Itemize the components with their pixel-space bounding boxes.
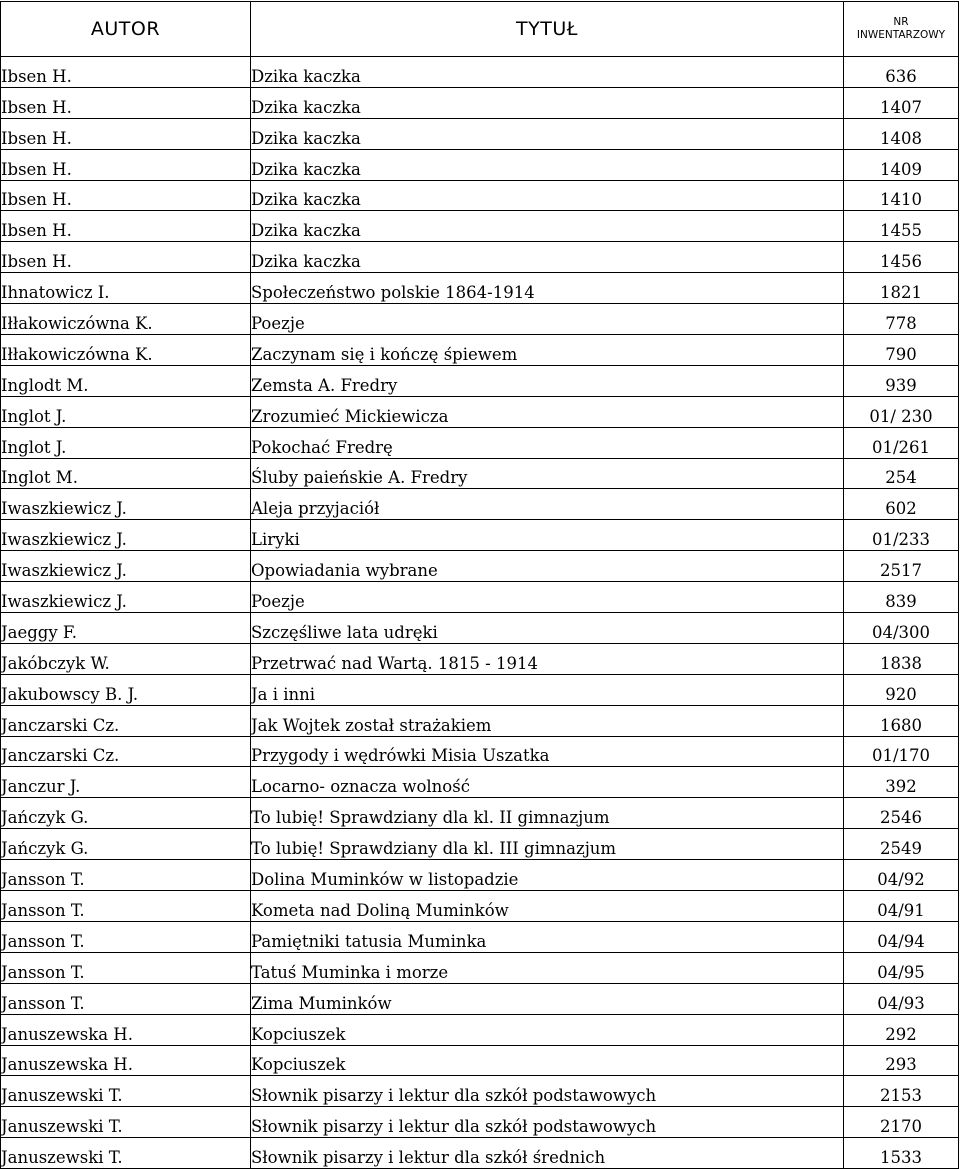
author-cell: Jakubowscy B. J. <box>1 674 251 705</box>
inventory-number-cell: 839 <box>844 582 959 613</box>
table-row <box>1 211 959 242</box>
title-cell: Pokochać Fredrę <box>251 427 844 458</box>
table-row <box>1 860 959 891</box>
inventory-number-cell: 292 <box>844 1014 959 1045</box>
inventory-number-cell: 636 <box>844 57 959 88</box>
title-cell: Społeczeństwo polskie 1864-1914 <box>251 273 844 304</box>
inventory-number-cell: 01/ 230 <box>844 396 959 427</box>
title-cell: Pamiętniki tatusia Muminka <box>251 921 844 952</box>
author-cell: Iwaszkiewicz J. <box>1 551 251 582</box>
title-cell: Dzika kaczka <box>251 211 844 242</box>
inventory-number-cell: 602 <box>844 489 959 520</box>
title-cell: Dzika kaczka <box>251 180 844 211</box>
header-author: AUTOR <box>1 2 251 57</box>
table-row <box>1 643 959 674</box>
inventory-number-cell: 2546 <box>844 798 959 829</box>
title-cell: Dzika kaczka <box>251 118 844 149</box>
inventory-number-cell: 778 <box>844 304 959 335</box>
title-cell: Kopciuszek <box>251 1014 844 1045</box>
table-row <box>1 87 959 118</box>
title-cell: Dolina Muminków w listopadzie <box>251 860 844 891</box>
inventory-number-cell: 1408 <box>844 118 959 149</box>
table-row <box>1 365 959 396</box>
author-cell: Jakóbczyk W. <box>1 643 251 674</box>
title-cell: Dzika kaczka <box>251 87 844 118</box>
table-row <box>1 304 959 335</box>
author-cell: Iłłakowiczówna K. <box>1 304 251 335</box>
inventory-number-cell: 04/93 <box>844 983 959 1014</box>
table-row <box>1 180 959 211</box>
title-cell: Zrozumieć Mickiewicza <box>251 396 844 427</box>
table-row <box>1 1107 959 1138</box>
inventory-number-cell: 04/94 <box>844 921 959 952</box>
title-cell: Jak Wojtek został strażakiem <box>251 705 844 736</box>
table-row <box>1 57 959 88</box>
header-row <box>1 2 959 57</box>
title-cell: Kometa nad Doliną Muminków <box>251 891 844 922</box>
header-nr-line2: INWENTARZOWY <box>856 29 946 41</box>
title-cell: Kopciuszek <box>251 1045 844 1076</box>
inventory-number-cell: 790 <box>844 335 959 366</box>
inventory-number-cell: 01/233 <box>844 520 959 551</box>
inventory-number-cell: 04/92 <box>844 860 959 891</box>
inventory-number-cell: 1533 <box>844 1138 959 1169</box>
inventory-number-cell: 2153 <box>844 1076 959 1107</box>
title-cell: Zemsta A. Fredry <box>251 365 844 396</box>
author-cell: Inglodt M. <box>1 365 251 396</box>
header-title: TYTUŁ <box>251 2 844 57</box>
title-cell: Ja i inni <box>251 674 844 705</box>
inventory-number-cell: 2549 <box>844 829 959 860</box>
inventory-number-cell: 920 <box>844 674 959 705</box>
title-cell: Dzika kaczka <box>251 149 844 180</box>
inventory-number-cell: 1680 <box>844 705 959 736</box>
inventory-number-cell: 254 <box>844 458 959 489</box>
table-row <box>1 335 959 366</box>
author-cell: Jańczyk G. <box>1 798 251 829</box>
author-cell: Januszewski T. <box>1 1107 251 1138</box>
inventory-number-cell: 2170 <box>844 1107 959 1138</box>
table-row <box>1 829 959 860</box>
inventory-number-cell: 293 <box>844 1045 959 1076</box>
author-cell: Iwaszkiewicz J. <box>1 489 251 520</box>
author-cell: Jansson T. <box>1 921 251 952</box>
table-row <box>1 273 959 304</box>
author-cell: Ibsen H. <box>1 180 251 211</box>
table-row <box>1 458 959 489</box>
title-cell: Zaczynam się i kończę śpiewem <box>251 335 844 366</box>
author-cell: Jansson T. <box>1 891 251 922</box>
table-row <box>1 427 959 458</box>
author-cell: Ihnatowicz I. <box>1 273 251 304</box>
inventory-number-cell: 1838 <box>844 643 959 674</box>
inventory-table <box>0 1 959 1169</box>
table-row <box>1 551 959 582</box>
author-cell: Jaeggy F. <box>1 613 251 644</box>
author-cell: Ibsen H. <box>1 118 251 149</box>
author-cell: Iwaszkiewicz J. <box>1 520 251 551</box>
header-nr-line1: NR <box>893 16 909 28</box>
table-row <box>1 613 959 644</box>
table-row <box>1 798 959 829</box>
author-cell: Janczarski Cz. <box>1 736 251 767</box>
table-row <box>1 149 959 180</box>
inventory-number-cell: 392 <box>844 767 959 798</box>
author-cell: Janczur J. <box>1 767 251 798</box>
title-cell: Przygody i wędrówki Misia Uszatka <box>251 736 844 767</box>
table-row <box>1 921 959 952</box>
table-body <box>1 57 959 1169</box>
inventory-number-cell: 1821 <box>844 273 959 304</box>
table-row <box>1 520 959 551</box>
title-cell: Poezje <box>251 582 844 613</box>
table-row <box>1 952 959 983</box>
table-row <box>1 396 959 427</box>
table-row <box>1 489 959 520</box>
author-cell: Jansson T. <box>1 860 251 891</box>
author-cell: Jańczyk G. <box>1 829 251 860</box>
inventory-number-cell: 04/300 <box>844 613 959 644</box>
title-cell: Dzika kaczka <box>251 242 844 273</box>
author-cell: Januszewska H. <box>1 1045 251 1076</box>
table-row <box>1 983 959 1014</box>
title-cell: Poezje <box>251 304 844 335</box>
inventory-number-cell: 1455 <box>844 211 959 242</box>
author-cell: Inglot J. <box>1 427 251 458</box>
author-cell: Ibsen H. <box>1 242 251 273</box>
table-row <box>1 767 959 798</box>
table-row <box>1 1138 959 1169</box>
inventory-number-cell: 04/95 <box>844 952 959 983</box>
title-cell: Śluby paieńskie A. Fredry <box>251 458 844 489</box>
author-cell: Inglot J. <box>1 396 251 427</box>
author-cell: Januszewski T. <box>1 1076 251 1107</box>
title-cell: Liryki <box>251 520 844 551</box>
title-cell: Słownik pisarzy i lektur dla szkół podstawowych <box>251 1107 844 1138</box>
title-cell: Przetrwać nad Wartą. 1815 - 1914 <box>251 643 844 674</box>
author-cell: Ibsen H. <box>1 211 251 242</box>
table-row <box>1 1076 959 1107</box>
author-cell: Janczarski Cz. <box>1 705 251 736</box>
table-row <box>1 242 959 273</box>
table-row <box>1 1045 959 1076</box>
title-cell: Zima Muminków <box>251 983 844 1014</box>
title-cell: To lubię! Sprawdziany dla kl. II gimnazjum <box>251 798 844 829</box>
table-row <box>1 118 959 149</box>
inventory-number-cell: 04/91 <box>844 891 959 922</box>
author-cell: Ibsen H. <box>1 149 251 180</box>
inventory-number-cell: 1410 <box>844 180 959 211</box>
author-cell: Jansson T. <box>1 952 251 983</box>
author-cell: Januszewska H. <box>1 1014 251 1045</box>
table-row <box>1 1014 959 1045</box>
title-cell: Słownik pisarzy i lektur dla szkół podstawowych <box>251 1076 844 1107</box>
author-cell: Inglot M. <box>1 458 251 489</box>
title-cell: Słownik pisarzy i lektur dla szkół średnich <box>251 1138 844 1169</box>
title-cell: Dzika kaczka <box>251 57 844 88</box>
table-header <box>1 2 959 57</box>
title-cell: Aleja przyjaciół <box>251 489 844 520</box>
table-row <box>1 674 959 705</box>
inventory-number-cell: 01/261 <box>844 427 959 458</box>
author-cell: Jansson T. <box>1 983 251 1014</box>
author-cell: Januszewski T. <box>1 1138 251 1169</box>
title-cell: Szczęśliwe lata udręki <box>251 613 844 644</box>
author-cell: Iłłakowiczówna K. <box>1 335 251 366</box>
table-row <box>1 736 959 767</box>
title-cell: Locarno- oznacza wolność <box>251 767 844 798</box>
author-cell: Iwaszkiewicz J. <box>1 582 251 613</box>
table-row <box>1 891 959 922</box>
author-cell: Ibsen H. <box>1 87 251 118</box>
inventory-number-cell: 1409 <box>844 149 959 180</box>
inventory-number-cell: 2517 <box>844 551 959 582</box>
title-cell: Opowiadania wybrane <box>251 551 844 582</box>
author-cell: Ibsen H. <box>1 57 251 88</box>
title-cell: Tatuś Muminka i morze <box>251 952 844 983</box>
inventory-number-cell: 1456 <box>844 242 959 273</box>
table-row <box>1 582 959 613</box>
inventory-number-cell: 939 <box>844 365 959 396</box>
inventory-number-cell: 1407 <box>844 87 959 118</box>
inventory-number-cell: 01/170 <box>844 736 959 767</box>
title-cell: To lubię! Sprawdziany dla kl. III gimnazjum <box>251 829 844 860</box>
table-row <box>1 705 959 736</box>
header-inventory-number <box>844 2 959 57</box>
